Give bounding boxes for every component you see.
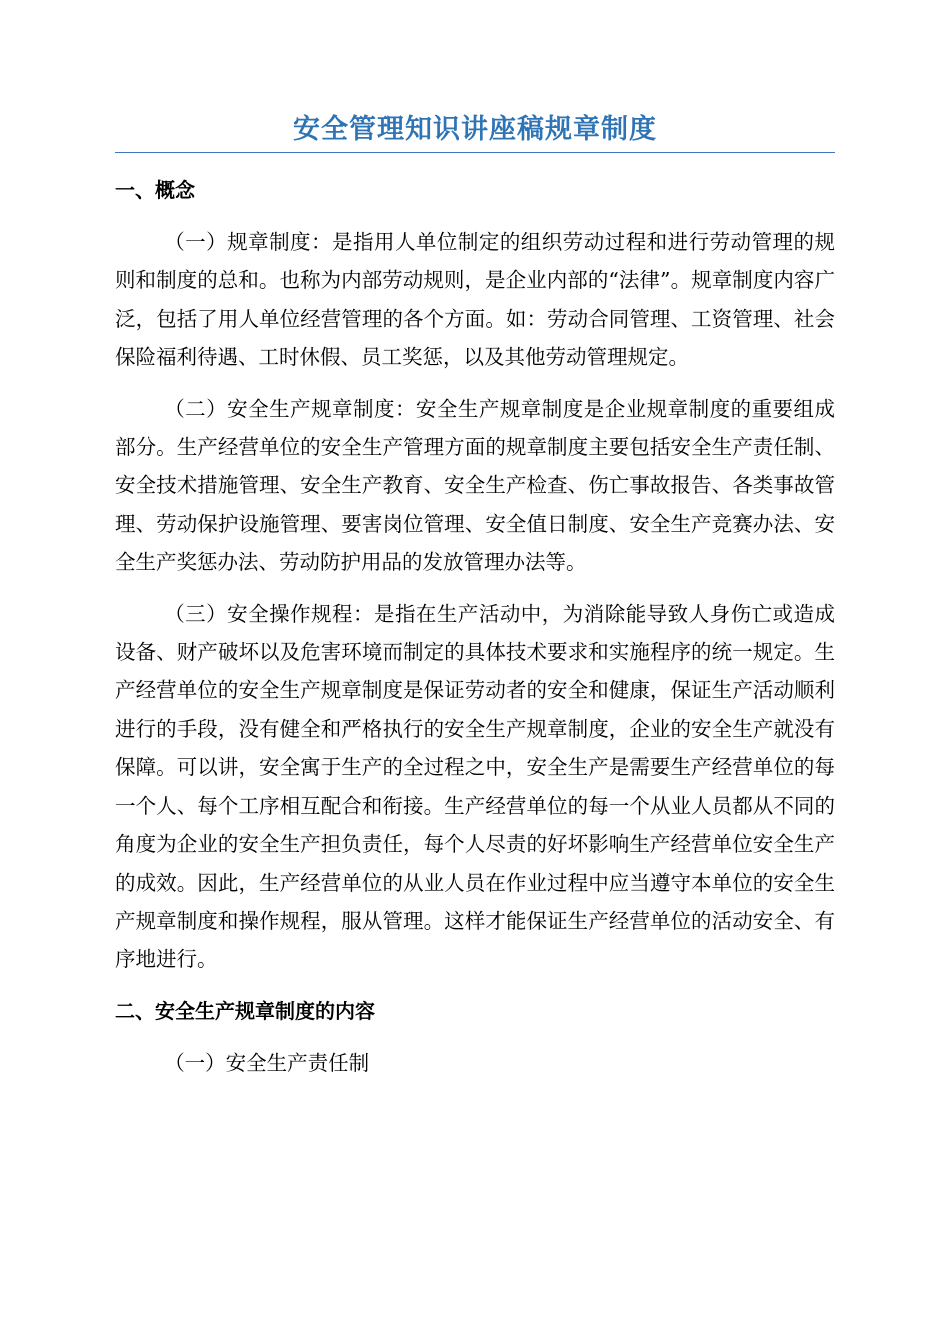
section-heading-concepts: 一、概念 xyxy=(115,178,195,202)
section-heading-contents: 二、安全生产规章制度的内容 xyxy=(115,998,375,1023)
paragraph-operating-procedures: （三）安全操作规程：是指在生产活动中，为消除能导致人身伤亡或造成设备、财产破坏以及危害环境而制定的具体技术要求和实施程序的统一规定。生产经营单位的安全生产规章制度是保证劳动者的安全和健康，保证生产活动顺利进行的手段，没有健全和严格执行的安全生产规章制度，企业的安全生产就没有保障。可以讲，安全寓于生产的全过程之中，安全生产是需要生产经营单位的每一个人、每个工序相互配合和衔接。生产经营单位的每一个从业人员都从不同的角度为企业的安全生产担负责任，每个人尽责的好坏影响生产经营单位安全生产的成效。因此，生产经营单位的从业人员在作业过程中应当遵守本单位的安全生产规章制度和操作规程，服从管理。这样才能保证生产经营单位的活动安全、有序地进行。 xyxy=(115,601,835,972)
document-page xyxy=(115,110,835,1095)
page-title: 安全管理知识讲座稿规章制度 xyxy=(293,114,657,145)
paragraph-responsibility-system: （一）安全生产责任制 xyxy=(164,1050,370,1075)
paragraph-rules-definition: （一）规章制度：是指用人单位制定的组织劳动过程和进行劳动管理的规则和制度的总和。也称为内部劳动规则，是企业内部的“法律”。规章制度内容广泛，包括了用人单位经营管理的各个方面。如：劳动合同管理、工资管理、社会保险福利待遇、工时休假、员工奖惩，以及其他劳动管理规定。 xyxy=(115,230,835,370)
paragraph-safety-rules: （二）安全生产规章制度：安全生产规章制度是企业规章制度的重要组成部分。生产经营单位的安全生产管理方面的规章制度主要包括安全生产责任制、安全技术措施管理、安全生产教育、安全生产检查、伤亡事故报告、各类事故管理、劳动保护设施管理、要害岗位管理、安全值日制度、安全生产竞赛办法、安全生产奖惩办法、劳动防护用品的发放管理办法等。 xyxy=(115,396,835,575)
title-underline xyxy=(115,152,835,153)
